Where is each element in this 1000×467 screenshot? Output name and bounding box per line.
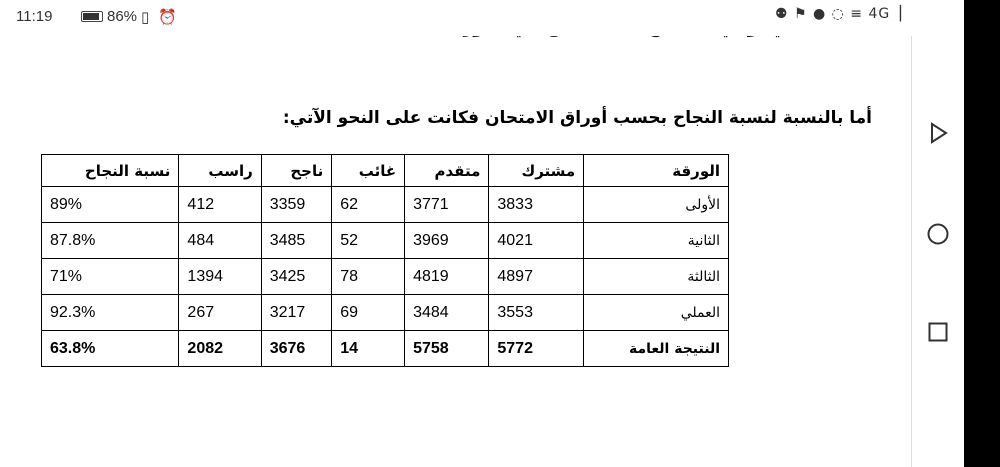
cell-value: 5758 [405,331,489,367]
battery-percent: 86% [107,8,138,25]
cell-value: 4819 [405,259,489,295]
col-header: ناجح [261,155,331,187]
cell-value: 3553 [489,295,584,331]
section-heading: أما بالنسبة لنسبة النجاح بحسب أوراق الامتحان فكانت على النحو الآتي: [282,108,872,128]
vibrate-icon: ▯ [141,8,150,26]
cell-value: 484 [179,223,261,259]
cell-value: 69 [332,295,405,331]
cell-value: 2082 [179,331,261,367]
cell-value: 3359 [261,187,331,223]
col-header: راسب [179,155,261,187]
cell-value: 3833 [489,187,584,223]
cell-value: 78 [332,259,405,295]
results-table [41,154,729,367]
clock: 11:19 [16,8,53,25]
cell-value: 87.8% [42,223,179,259]
table-total-row [42,331,729,367]
cell-value: 3485 [261,223,331,259]
cell-paper: النتيجة العامة [584,331,729,367]
status-icons: ⚉ ⚑ ● ◌ ≡ 4G▕ [774,6,902,22]
cell-value: 4021 [489,223,584,259]
cell-value: 1394 [179,259,261,295]
cell-value: 3676 [261,331,331,367]
table-row [42,187,729,223]
cell-value: 63.8% [42,331,179,367]
table-row [42,295,729,331]
back-triangle-icon[interactable] [926,121,950,145]
table-row [42,259,729,295]
cell-paper: العملي [584,295,729,331]
alarm-icon: ⏰ [158,8,177,26]
cell-value: 14 [332,331,405,367]
cell-paper: الثانية [584,223,729,259]
cell-paper: الثالثة [584,259,729,295]
status-bar [0,0,912,36]
battery-icon [81,11,103,22]
col-header: متقدم [405,155,489,187]
cell-value: 3969 [405,223,489,259]
cell-value: 5772 [489,331,584,367]
col-header: الورقة [584,155,729,187]
cell-value: 3771 [405,187,489,223]
cell-value: 52 [332,223,405,259]
system-nav-strip [964,0,1000,467]
cell-value: 71% [42,259,179,295]
col-header: نسبة النجاح [42,155,179,187]
cell-value: 3217 [261,295,331,331]
home-circle-icon[interactable] [926,222,950,246]
cell-value: 412 [179,187,261,223]
cell-value: 62 [332,187,405,223]
cell-value: 92.3% [42,295,179,331]
cell-value: 89% [42,187,179,223]
cell-value: 3484 [405,295,489,331]
table-header-row [42,155,729,187]
table-row [42,223,729,259]
cell-paper: الأولى [584,187,729,223]
cell-value: 4897 [489,259,584,295]
recents-square-icon[interactable] [926,320,950,344]
col-header: غائب [332,155,405,187]
cell-value: 267 [179,295,261,331]
cell-value: 3425 [261,259,331,295]
col-header: مشترك [489,155,584,187]
